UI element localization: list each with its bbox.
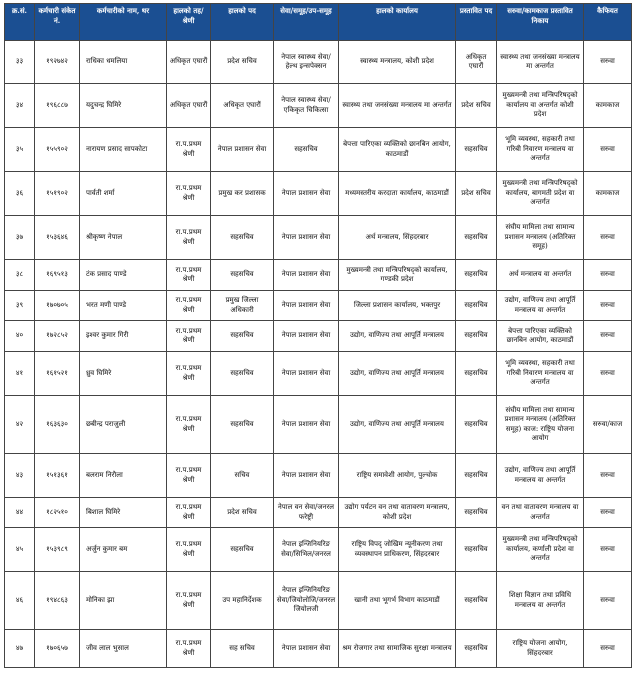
- transfer-table-container: [4, 3, 631, 668]
- cell-level: रा.प.प्रथम श्रेणी: [167, 216, 211, 260]
- cell-proposed-post: सहसचिव: [456, 128, 497, 172]
- table-row: [5, 260, 632, 291]
- cell-proposed-post: सहसचिव: [456, 528, 497, 572]
- cell-office: राष्ट्रिय विपद् जोखिम न्यूनीकरण तथा व्यवस्थापन प्राधिकरण, सिंहदरबार: [339, 528, 456, 572]
- header-post: हालको पद: [211, 4, 274, 41]
- cell-remark: कामकाज: [584, 172, 632, 216]
- cell-proposed-post: सहसचिव: [456, 321, 497, 352]
- cell-proposed-post: सहसचिव: [456, 396, 497, 454]
- cell-sn: ३९: [5, 291, 35, 321]
- cell-proposed-body: बेपत्ता पारिएका व्यक्तिको छानबिन आयोग, काठमाडौं: [497, 321, 584, 352]
- cell-remark: सरुवा: [584, 321, 632, 352]
- header-office: हालको कार्यालय: [339, 4, 456, 41]
- cell-post: सह सचिव: [211, 630, 274, 668]
- cell-office: उद्योग, वाणिज्य तथा आपूर्ति मन्त्रालय: [339, 352, 456, 396]
- cell-sn: ३६: [5, 172, 35, 216]
- cell-name: नारायण प्रसाद सापकोटा: [80, 128, 167, 172]
- header-service: सेवा/समूह/उप-समूह: [274, 4, 339, 41]
- cell-remark: सरुवा: [584, 498, 632, 528]
- cell-remark: सरुवा: [584, 260, 632, 291]
- cell-code: १५१३६१: [35, 454, 80, 498]
- cell-remark: सरुवा: [584, 528, 632, 572]
- table-row: [5, 216, 632, 260]
- cell-name: अर्जुन कुमार बम: [80, 528, 167, 572]
- cell-service: नेपाल प्रशासन सेवा: [274, 454, 339, 498]
- cell-sn: ३३: [5, 41, 35, 84]
- cell-office: बेपत्ता पारिएका व्यक्तिको छानबिन आयोग, काठमाडौं: [339, 128, 456, 172]
- table-row: [5, 454, 632, 498]
- cell-level: रा.प.प्रथम श्रेणी: [167, 291, 211, 321]
- cell-remark: सरुवा/काज: [584, 396, 632, 454]
- cell-level: रा.प.प्रथम श्रेणी: [167, 528, 211, 572]
- cell-sn: ३४: [5, 84, 35, 128]
- cell-remark: कामकाज: [584, 84, 632, 128]
- cell-proposed-body: मुख्यमन्त्री तथा मन्त्रिपरिषद्को कार्यालय वा अन्तर्गत कोशी प्रदेश: [497, 84, 584, 128]
- cell-code: १६९५१३: [35, 260, 80, 291]
- cell-name: जीव लाल भुसाल: [80, 630, 167, 668]
- cell-proposed-post: सहसचिव: [456, 630, 497, 668]
- cell-post: सहसचिव: [211, 321, 274, 352]
- cell-post: प्रदेश सचिव: [211, 498, 274, 528]
- table-row: [5, 84, 632, 128]
- cell-service: नेपाल प्रशासन सेवा: [274, 321, 339, 352]
- cell-level: रा.प.प्रथम श्रेणी: [167, 321, 211, 352]
- cell-name: भरत मणी पाण्डे: [80, 291, 167, 321]
- cell-sn: ४६: [5, 572, 35, 630]
- cell-remark: सरुवा: [584, 41, 632, 84]
- cell-proposed-body: उद्योग, वाणिज्य तथा आपूर्ति मन्त्रालय वा अन्तर्गत: [497, 291, 584, 321]
- cell-remark: सरुवा: [584, 352, 632, 396]
- cell-name: इश्वर कुमार गिरी: [80, 321, 167, 352]
- cell-post: प्रदेश सचिव: [211, 41, 274, 84]
- cell-level: रा.प.प्रथम श्रेणी: [167, 572, 211, 630]
- cell-service: नेपाल प्रशासन सेवा: [274, 172, 339, 216]
- header-name: कर्मचारीको नाम, थर: [80, 4, 167, 41]
- cell-sn: ४०: [5, 321, 35, 352]
- cell-proposed-body: भूमि व्यवस्था, सहकारी तथा गरिबी निवारण मन्त्रालय वा अन्तर्गत: [497, 128, 584, 172]
- cell-name: ध्रुव घिमिरे: [80, 352, 167, 396]
- cell-proposed-post: सहसचिव: [456, 291, 497, 321]
- cell-sn: ४१: [5, 352, 35, 396]
- cell-service: नेपाल स्वास्थ्य सेवा/एकिकृत चिकित्सा: [274, 84, 339, 128]
- header-remark: कैफियत: [584, 4, 632, 41]
- cell-level: अधिकृत एघारौं: [167, 41, 211, 84]
- cell-post: नेपाल प्रशासन सेवा: [211, 128, 274, 172]
- cell-sn: ४४: [5, 498, 35, 528]
- cell-post: सहसचिव: [211, 352, 274, 396]
- table-header-row: [5, 4, 632, 41]
- cell-name: बलराम निरौला: [80, 454, 167, 498]
- cell-service: नेपाल वन सेवा/जनरल फरेष्ट्री: [274, 498, 339, 528]
- cell-proposed-body: शिक्षा विज्ञान तथा प्रविधि मन्त्रालय वा अन्तर्गत: [497, 572, 584, 630]
- cell-office: स्वास्थ्य तथा जनसंख्या मन्त्रालय मा अन्तर्गत: [339, 84, 456, 128]
- cell-remark: सरुवा: [584, 572, 632, 630]
- cell-proposed-post: सहसचिव: [456, 352, 497, 396]
- cell-service: नेपाल प्रशासन सेवा: [274, 260, 339, 291]
- table-row: [5, 498, 632, 528]
- cell-code: १५३६४६: [35, 216, 80, 260]
- cell-code: १६३६३०: [35, 396, 80, 454]
- cell-code: १७२८५२: [35, 321, 80, 352]
- cell-sn: ४३: [5, 454, 35, 498]
- cell-sn: ३८: [5, 260, 35, 291]
- cell-proposed-body: संघीय मामिला तथा सामान्य प्रशासन मन्त्रालय (अतिरिक्त समूह): [497, 216, 584, 260]
- cell-service: नेपाल प्रशासन सेवा: [274, 396, 339, 454]
- header-sn: क्र.सं.: [5, 4, 35, 41]
- cell-sn: ४७: [5, 630, 35, 668]
- cell-name: बिशाल घिमिरे: [80, 498, 167, 528]
- cell-proposed-post: प्रदेश सचिव: [456, 84, 497, 128]
- cell-code: १६१५२१: [35, 352, 80, 396]
- cell-name: मोनिका झा: [80, 572, 167, 630]
- cell-post: प्रमुख कर प्रशासक: [211, 172, 274, 216]
- cell-code: १७०७०५: [35, 291, 80, 321]
- cell-level: रा.प.प्रथम श्रेणी: [167, 260, 211, 291]
- transfer-table: [4, 3, 632, 668]
- cell-name: पार्वती शर्मा: [80, 172, 167, 216]
- table-row: [5, 291, 632, 321]
- cell-remark: सरुवा: [584, 291, 632, 321]
- cell-post: सहसचिव: [211, 260, 274, 291]
- cell-post: सहसचिव: [211, 396, 274, 454]
- header-code: कर्मचारी संकेत नं.: [35, 4, 80, 41]
- cell-office: उद्योग, वाणिज्य तथा आपूर्ति मन्त्रालय: [339, 396, 456, 454]
- table-row: [5, 172, 632, 216]
- cell-sn: ३५: [5, 128, 35, 172]
- cell-service: नेपाल प्रशासन सेवा: [274, 630, 339, 668]
- cell-level: रा.प.प्रथम श्रेणी: [167, 498, 211, 528]
- header-proposed-body: सरुवा/कामकाज प्रस्तावित निकाय: [497, 4, 584, 41]
- cell-code: १९४८६३: [35, 572, 80, 630]
- cell-proposed-body: अर्थ मन्त्रालय वा अन्तर्गत: [497, 260, 584, 291]
- cell-proposed-body: संघीय मामिला तथा सामान्य प्रशासन मन्त्रालय (अतिरिक्त समूह) काज: राष्ट्रिय योजना आयोग: [497, 396, 584, 454]
- cell-code: १५३९८९: [35, 528, 80, 572]
- cell-proposed-body: मुख्यमन्त्री तथा मन्त्रिपरिषद्को कार्यालय, कर्णाली प्रदेश वा अन्तर्गत: [497, 528, 584, 572]
- cell-code: १५१९०२: [35, 172, 80, 216]
- cell-post: सहसचिव: [211, 216, 274, 260]
- cell-code: १९२७४२: [35, 41, 80, 84]
- cell-office: जिल्ला प्रशासन कार्यालय, भक्तपुर: [339, 291, 456, 321]
- table-row: [5, 630, 632, 668]
- cell-level: रा.प.प्रथम श्रेणी: [167, 396, 211, 454]
- table-row: [5, 321, 632, 352]
- cell-service: नेपाल इन्जिनियरिङ सेवा/जियोलोजि/जनरल जियोलजी: [274, 572, 339, 630]
- cell-name: छबीन्द्र पराजुली: [80, 396, 167, 454]
- cell-level: रा.प.प्रथम श्रेणी: [167, 352, 211, 396]
- cell-remark: सरुवा: [584, 630, 632, 668]
- cell-proposed-post: सहसचिव: [456, 216, 497, 260]
- cell-proposed-post: सहसचिव: [456, 260, 497, 291]
- cell-service: नेपाल प्रशासन सेवा: [274, 352, 339, 396]
- cell-service: नेपाल इन्जिनियरिङ सेवा/सिभिल/जनरल: [274, 528, 339, 572]
- header-proposed-post: प्रस्तावित पद: [456, 4, 497, 41]
- cell-code: १८२५१०: [35, 498, 80, 528]
- cell-service: नेपाल स्वास्थ्य सेवा/हेल्थ इन्सपेक्सन: [274, 41, 339, 84]
- table-row: [5, 572, 632, 630]
- cell-proposed-post: अधिकृत एघारौं: [456, 41, 497, 84]
- cell-office: उद्योग पर्यटन वन तथा वातावरण मन्त्रालय, कोशी प्रदेश: [339, 498, 456, 528]
- table-row: [5, 528, 632, 572]
- cell-service: नेपाल प्रशासन सेवा: [274, 291, 339, 321]
- cell-name: यदुचन्द्र घिमिरे: [80, 84, 167, 128]
- header-level: हालको तह/श्रेणी: [167, 4, 211, 41]
- cell-office: श्रम रोजगार तथा सामाजिक सुरक्षा मन्त्रालय: [339, 630, 456, 668]
- cell-remark: सरुवा: [584, 128, 632, 172]
- cell-post: प्रमुख जिल्ला अधिकारी: [211, 291, 274, 321]
- cell-level: रा.प.प्रथम श्रेणी: [167, 172, 211, 216]
- table-row: [5, 352, 632, 396]
- cell-office: अर्थ मन्त्रालय, सिंहदरबार: [339, 216, 456, 260]
- cell-proposed-post: सहसचिव: [456, 454, 497, 498]
- cell-name: श्रीकृष्ण नेपाल: [80, 216, 167, 260]
- table-row: [5, 396, 632, 454]
- cell-office: उद्योग, वाणिज्य तथा आपूर्ति मन्त्रालय: [339, 321, 456, 352]
- cell-post: उप महानिर्देशक: [211, 572, 274, 630]
- table-row: [5, 128, 632, 172]
- cell-office: स्वास्थ्य मन्त्रालय, कोशी प्रदेश: [339, 41, 456, 84]
- cell-service: नेपाल प्रशासन सेवा: [274, 216, 339, 260]
- cell-code: १५५९०२: [35, 128, 80, 172]
- cell-service: सहसचिव: [274, 128, 339, 172]
- cell-code: १९६८८७: [35, 84, 80, 128]
- cell-name: टंक प्रसाद पाण्डे: [80, 260, 167, 291]
- cell-sn: ४२: [5, 396, 35, 454]
- cell-post: सचिव: [211, 454, 274, 498]
- cell-proposed-body: राष्ट्रिय योजना आयोग, सिंहदरबार: [497, 630, 584, 668]
- cell-sn: ४५: [5, 528, 35, 572]
- cell-proposed-body: स्वास्थ्य तथा जनसंख्या मन्त्रालय मा अन्तर्गत: [497, 41, 584, 84]
- cell-remark: सरुवा: [584, 454, 632, 498]
- cell-level: रा.प.प्रथम श्रेणी: [167, 128, 211, 172]
- cell-level: अधिकृत एघारौं: [167, 84, 211, 128]
- cell-proposed-body: मुख्यमन्त्री तथा मन्त्रिपरिषद्को कार्यालय, बागमती प्रदेश वा अन्तर्गत: [497, 172, 584, 216]
- cell-office: मुख्यमन्त्री तथा मन्त्रिपरिषद्को कार्यालय, गण्डकी प्रदेश: [339, 260, 456, 291]
- cell-code: १७०६५७: [35, 630, 80, 668]
- cell-proposed-post: सहसचिव: [456, 498, 497, 528]
- table-row: [5, 41, 632, 84]
- cell-proposed-post: प्रदेश सचिव: [456, 172, 497, 216]
- cell-level: रा.प.प्रथम श्रेणी: [167, 630, 211, 668]
- cell-office: राष्ट्रिय समावेशी आयोग, पुल्चोक: [339, 454, 456, 498]
- cell-proposed-body: वन तथा वातावरण मन्त्रालय वा अन्तर्गत: [497, 498, 584, 528]
- cell-sn: ३७: [5, 216, 35, 260]
- cell-proposed-post: सहसचिव: [456, 572, 497, 630]
- cell-proposed-body: भूमि व्यवस्था, सहकारी तथा गरिबी निवारण मन्त्रालय वा अन्तर्गत: [497, 352, 584, 396]
- cell-proposed-body: उद्योग, वाणिज्य तथा आपूर्ति मन्त्रालय वा अन्तर्गत: [497, 454, 584, 498]
- cell-office: खानी तथा भूगर्भ विभाग काठमाडौं: [339, 572, 456, 630]
- cell-post: अधिकृत एघारौं: [211, 84, 274, 128]
- cell-level: रा.प.प्रथम श्रेणी: [167, 454, 211, 498]
- cell-post: सहसचिव: [211, 528, 274, 572]
- cell-remark: सरुवा: [584, 216, 632, 260]
- cell-office: मध्यमस्तरीय करदाता कार्यालय, काठमाडौं: [339, 172, 456, 216]
- cell-name: राधिका धमलिया: [80, 41, 167, 84]
